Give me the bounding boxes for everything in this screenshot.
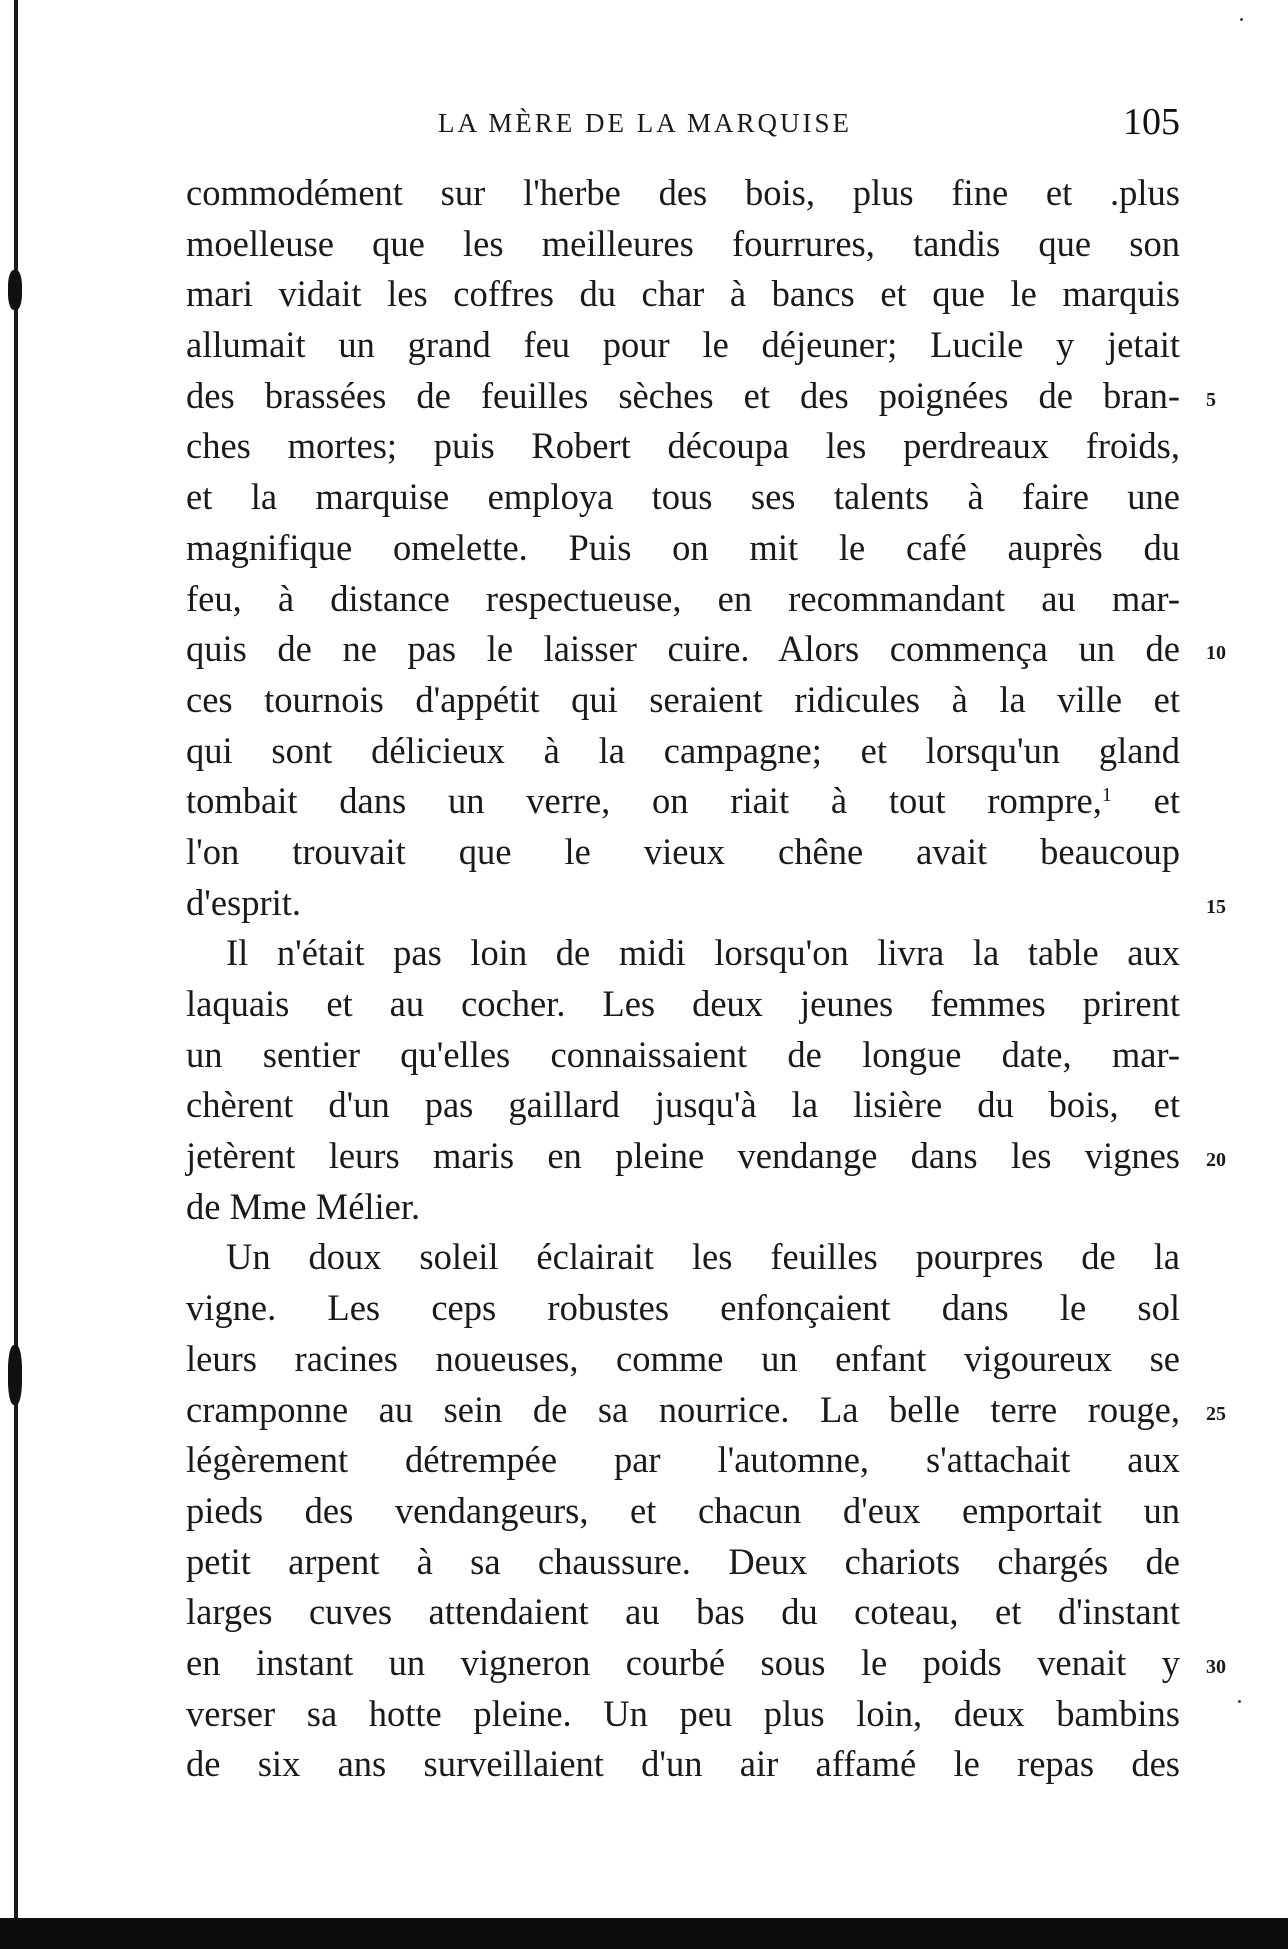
text-line	[186, 219, 1180, 270]
text-line	[186, 320, 1180, 371]
line-text-content: laquais et au cocher. Les deux jeunes femmes prirent	[186, 983, 1180, 1024]
line-text-content: de six ans surveillaient d'un air affamé le repas des	[186, 1743, 1180, 1785]
line-text-content: cramponne au sein de sa nourrice. La belle terre rouge,	[186, 1388, 1180, 1430]
footnote-marker: 1	[1101, 784, 1112, 807]
line-text	[186, 1537, 1180, 1588]
line-text	[186, 269, 1180, 320]
line-text-content: d'esprit.	[186, 881, 302, 923]
line-text	[186, 1486, 1180, 1537]
text-line	[186, 1537, 1180, 1588]
line-text-content: l'on trouvait que le vieux chêne avait beaucoup	[186, 830, 1180, 872]
page-bottom-edge	[0, 1918, 1288, 1949]
line-text	[186, 1435, 1180, 1486]
line-text-content: jetèrent leurs maris en pleine vendange dans les vignes	[186, 1135, 1180, 1177]
line-text	[186, 1638, 1180, 1689]
line-text-content: et la marquise employa tous ses talents à faire une	[186, 476, 1180, 518]
text-line	[186, 1182, 1180, 1233]
text-line	[186, 1030, 1180, 1081]
text-line	[186, 1638, 1226, 1689]
text-line	[186, 624, 1226, 675]
binding-mark	[8, 270, 22, 310]
line-text-content: légèrement détrempée par l'automne, s'attachait aux	[186, 1439, 1180, 1481]
text-line	[186, 928, 1180, 979]
line-text	[186, 1385, 1180, 1436]
line-text-content: ches mortes; puis Robert découpa les perdreaux froids,	[186, 425, 1180, 467]
line-text-content: leurs racines noueuses, comme un enfant vigoureux se	[186, 1337, 1180, 1379]
text-line	[186, 979, 1180, 1030]
line-text	[186, 371, 1180, 422]
binding-mark	[8, 1345, 22, 1405]
line-number: 25	[1206, 1402, 1226, 1425]
text-line	[186, 371, 1216, 422]
line-text	[186, 675, 1180, 726]
line-text	[186, 1334, 1180, 1385]
line-text	[186, 1739, 1180, 1790]
line-text-content: allumait un grand feu pour le déjeuner; Lucile y jetait	[186, 324, 1180, 366]
text-line	[186, 1435, 1180, 1486]
line-text-content: chèrent d'un pas gaillard jusqu'à la lisière du bois, et	[186, 1084, 1180, 1126]
line-text-content: des brassées de feuilles sèches et des poignées de bran-	[186, 374, 1180, 416]
line-text-content: magnifique omelette. Puis on mit le café auprès du	[186, 526, 1180, 568]
line-text	[186, 1030, 1180, 1081]
text-line	[186, 878, 1226, 929]
text-line	[186, 421, 1180, 472]
line-number: 5	[1206, 388, 1216, 411]
text-line	[186, 675, 1180, 726]
text-line	[186, 1689, 1180, 1740]
text-line	[186, 574, 1180, 625]
line-text-continuation: et	[1111, 780, 1180, 822]
text-line	[186, 827, 1180, 878]
text-line	[186, 1232, 1180, 1283]
line-text	[186, 1131, 1180, 1182]
text-line	[186, 726, 1180, 777]
line-text-content: de Mme Mélier.	[186, 1185, 421, 1227]
line-text	[186, 827, 1180, 878]
line-number: 15	[1206, 895, 1226, 918]
line-text	[186, 776, 1180, 827]
line-text	[186, 726, 1180, 777]
text-line	[186, 1283, 1180, 1334]
line-text	[186, 320, 1180, 371]
text-line	[186, 523, 1180, 574]
text-line	[186, 168, 1180, 219]
line-text	[186, 421, 1180, 472]
text-line	[186, 269, 1180, 320]
text-line	[186, 1131, 1226, 1182]
line-text	[186, 1232, 1180, 1283]
line-text	[186, 1283, 1180, 1334]
line-text	[186, 1182, 1180, 1233]
line-text	[186, 574, 1180, 625]
line-text-content: Il n'était pas loin de midi lorsqu'on livra la table aux	[226, 932, 1180, 974]
line-text-content: feu, à distance respectueuse, en recommandant au mar-	[186, 577, 1180, 619]
line-number: 10	[1206, 642, 1226, 665]
line-text-content: commodément sur l'herbe des bois, plus fine et .plus	[186, 172, 1180, 213]
line-number: 30	[1206, 1655, 1226, 1678]
text-line	[186, 1080, 1180, 1131]
line-text-content: qui sont délicieux à la campagne; et lorsqu'un gland	[186, 729, 1180, 771]
text-line	[186, 776, 1180, 827]
line-text	[186, 472, 1180, 523]
text-line	[186, 1334, 1180, 1385]
line-text-content: pieds des vendangeurs, et chacun d'eux emportait un	[186, 1489, 1180, 1531]
line-text	[186, 928, 1180, 979]
line-text	[186, 1080, 1180, 1131]
line-text-content: petit arpent à sa chaussure. Deux chariots chargés de	[186, 1540, 1180, 1582]
line-text	[186, 1689, 1180, 1740]
text-line	[186, 472, 1180, 523]
line-text	[186, 624, 1180, 675]
line-text-content: Un doux soleil éclairait les feuilles pourpres de la	[226, 1236, 1180, 1278]
line-text-content: en instant un vigneron courbé sous le poids venait y	[186, 1641, 1180, 1683]
line-text-content: verser sa hotte pleine. Un peu plus loin, deux bambins	[186, 1692, 1180, 1734]
line-text-content: un sentier qu'elles connaissaient de longue date, mar-	[186, 1033, 1180, 1075]
line-text-content: quis de ne pas le laisser cuire. Alors commença un de	[186, 628, 1180, 670]
line-text-content: tombait dans un verre, on riait à tout rompre,	[186, 780, 1102, 822]
line-text	[186, 1587, 1180, 1638]
body-text	[186, 168, 1226, 1790]
line-text-content: ces tournois d'appétit qui seraient ridicules à la ville et	[186, 678, 1180, 720]
page-number: 105	[1123, 101, 1180, 143]
text-line	[186, 1486, 1180, 1537]
line-text-content: larges cuves attendaient au bas du coteau, et d'instant	[186, 1591, 1180, 1633]
text-line	[186, 1587, 1180, 1638]
line-text-content: moelleuse que les meilleures fourrures, tandis que son	[186, 222, 1180, 264]
page-header	[186, 102, 1180, 142]
line-number: 20	[1206, 1149, 1226, 1172]
text-line	[186, 1385, 1226, 1436]
line-text	[186, 168, 1180, 219]
line-text	[186, 523, 1180, 574]
line-text-content: mari vidait les coffres du char à bancs et que le marquis	[186, 273, 1180, 315]
line-text	[186, 878, 1180, 929]
scan-speck	[1238, 1700, 1241, 1703]
line-text	[186, 979, 1180, 1030]
text-line	[186, 1739, 1180, 1790]
scan-speck	[1240, 18, 1243, 21]
line-text	[186, 219, 1180, 270]
line-text-content: vigne. Les ceps robustes enfonçaient dans le sol	[186, 1287, 1180, 1329]
running-title: LA MÈRE DE LA MARQUISE	[438, 108, 853, 138]
